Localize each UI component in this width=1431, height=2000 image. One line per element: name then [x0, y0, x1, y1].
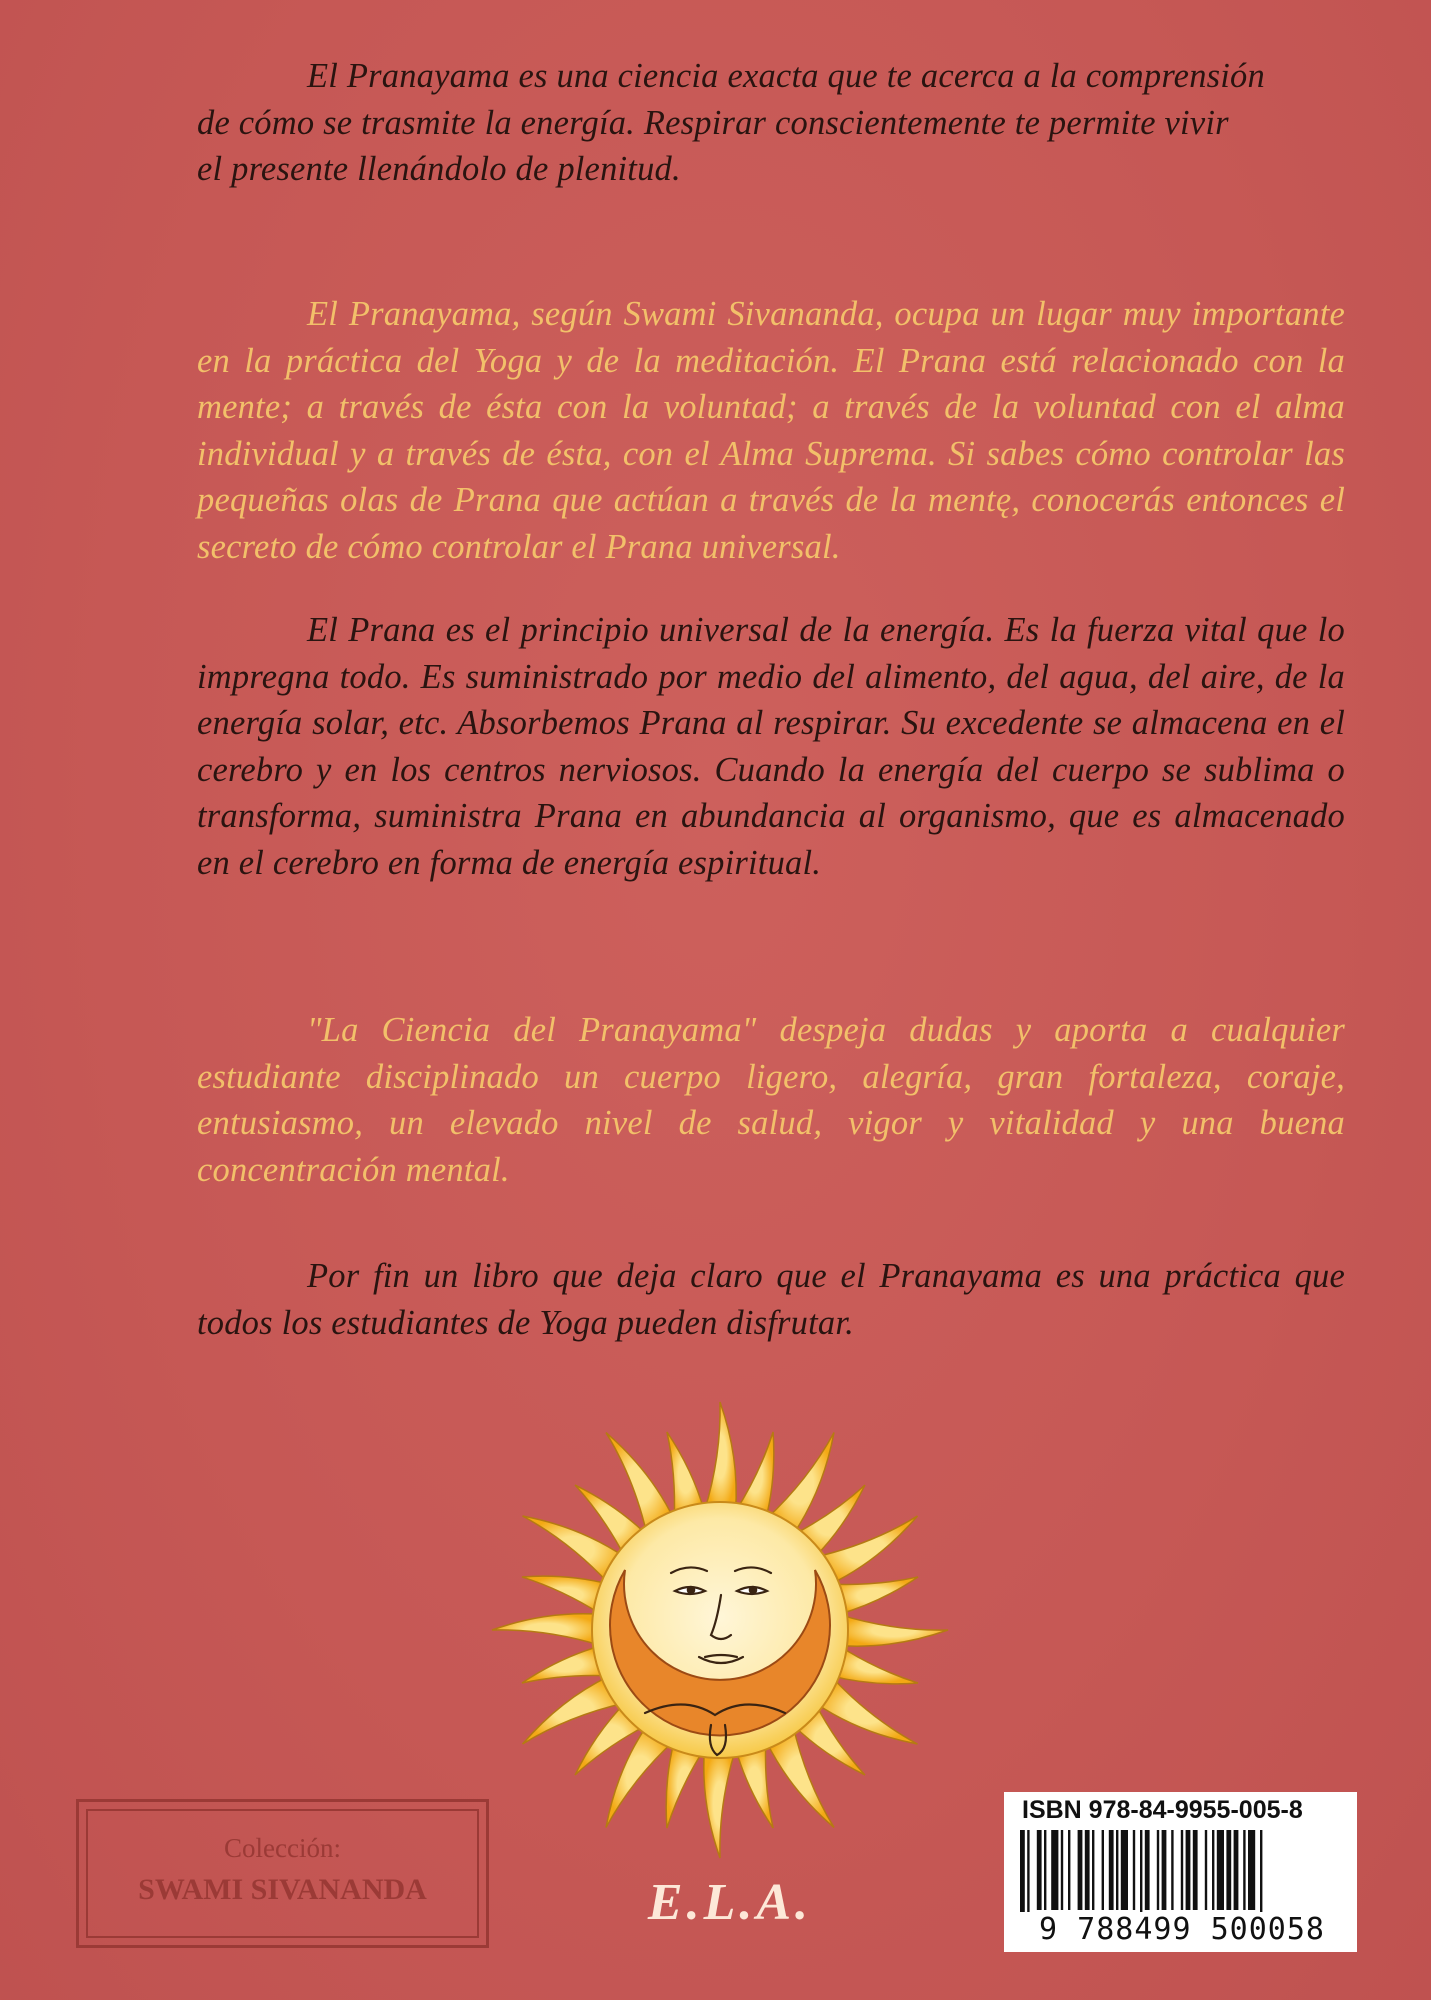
- barcode-bar: [1044, 1830, 1046, 1910]
- barcode-bar: [1109, 1830, 1114, 1910]
- barcode-bar: [1051, 1830, 1058, 1910]
- collection-label: Colección:: [224, 1833, 341, 1863]
- barcode-bar: [1078, 1830, 1083, 1910]
- barcode-bar: [1162, 1830, 1167, 1910]
- barcode-bar: [1133, 1830, 1135, 1910]
- barcode-bar: [1102, 1830, 1104, 1910]
- barcode-bar: [1205, 1830, 1207, 1910]
- barcode-bar: [1140, 1830, 1142, 1916]
- paragraph-intro-line-3: el presente llenándolo de plenitud.: [197, 150, 681, 188]
- sun-ray: [704, 1402, 736, 1511]
- barcode-bar: [1068, 1830, 1070, 1910]
- paragraph-prana: El Prana es el principio universal de la energía. Es la fuerza vital que lo impregna todo. Es suministrado por medio del alimento, del agua, del aire, de la energía solar, etc. Absorbemos Prana al respirar. Su excedente se almacena en el cerebro y en los centros nerviosos. Cuando la energía del cuerpo se sublima o transforma, suministra Prana en abundancia al organismo, que es almacenado en el cerebro en forma de energía espiritual.: [197, 611, 1345, 882]
- isbn-number: ISBN 978-84-9955-005-8: [1022, 1796, 1303, 1824]
- sun-ray: [492, 1614, 601, 1646]
- sun-ray: [704, 1749, 736, 1858]
- paragraph-sivananda: El Pranayama, según Swami Sivananda, ocupa un lugar muy importante en la práctica del Yoga y de la meditación. El Prana está relacionado con la mente; a través de ésta con la voluntad; a través de la voluntad con el alma individual y a través de ésta, con el Alma Suprema. Si sabes cómo controlar las pequeñas olas de Prana que actúan a través de la mentę, conocerás entonces el secreto de cómo controlar el Prana universal.: [197, 295, 1345, 566]
- barcode-bar: [1027, 1830, 1029, 1916]
- barcode-bar: [1020, 1830, 1025, 1916]
- barcode-bar: [1193, 1830, 1198, 1910]
- paragraph-book-benefits: "La Ciencia del Pranayama" despeja dudas y aporta a cualquier estudiante disciplinado un cuerpo ligero, alegría, gran fortaleza, coraje, entusiasmo, un elevado nivel de salud, vigor y vitalidad y una buena concentración mental.: [197, 1011, 1345, 1189]
- sun-moon-face-icon: [485, 1395, 955, 1865]
- paragraph-intro: [197, 53, 1345, 193]
- barcode-bar: [1171, 1830, 1173, 1910]
- paragraph-intro-line-1: El Pranayama es una ciencia exacta que te acerca a la comprensión: [307, 57, 1265, 95]
- barcode-bar: [1248, 1830, 1255, 1910]
- barcode-digits: 9 788499 500058: [1012, 1912, 1352, 1947]
- barcode-bar: [1186, 1830, 1191, 1910]
- barcode-bar: [1092, 1830, 1094, 1910]
- barcode-bar: [1234, 1830, 1239, 1910]
- barcode-bar: [1243, 1830, 1245, 1910]
- barcode-bar: [1260, 1830, 1262, 1916]
- barcode-bar: [1037, 1830, 1042, 1910]
- barcode-bar: [1181, 1830, 1183, 1910]
- barcode-bar: [1217, 1830, 1224, 1910]
- barcode-bar: [1085, 1830, 1090, 1910]
- barcode-bar: [1157, 1830, 1159, 1910]
- paragraph-closing: Por fin un libro que deja claro que el Pranayama es una práctica que todos los estudiantes de Yoga pueden disfrutar.: [197, 1257, 1345, 1342]
- isbn-barcode-box: [1004, 1792, 1357, 1952]
- barcode-bar: [1145, 1830, 1150, 1910]
- barcode-bar: [1061, 1830, 1063, 1910]
- barcode-icon: [1016, 1830, 1346, 1916]
- publisher-logo: E.L.A.: [647, 1874, 813, 1931]
- sun-ray: [839, 1614, 948, 1646]
- barcode-bar: [1212, 1830, 1214, 1910]
- collection-name: SWAMI SIVANANDA: [138, 1873, 427, 1906]
- barcode-bar: [1116, 1830, 1118, 1910]
- barcode-bar: [1226, 1830, 1231, 1910]
- collection-label-box: [76, 1799, 489, 1948]
- paragraph-intro-line-2: de cómo se trasmite la energía. Respirar conscientemente te permite vivir: [197, 103, 1229, 142]
- barcode-bar: [1121, 1830, 1128, 1910]
- collection-label-inner-frame: [86, 1809, 479, 1938]
